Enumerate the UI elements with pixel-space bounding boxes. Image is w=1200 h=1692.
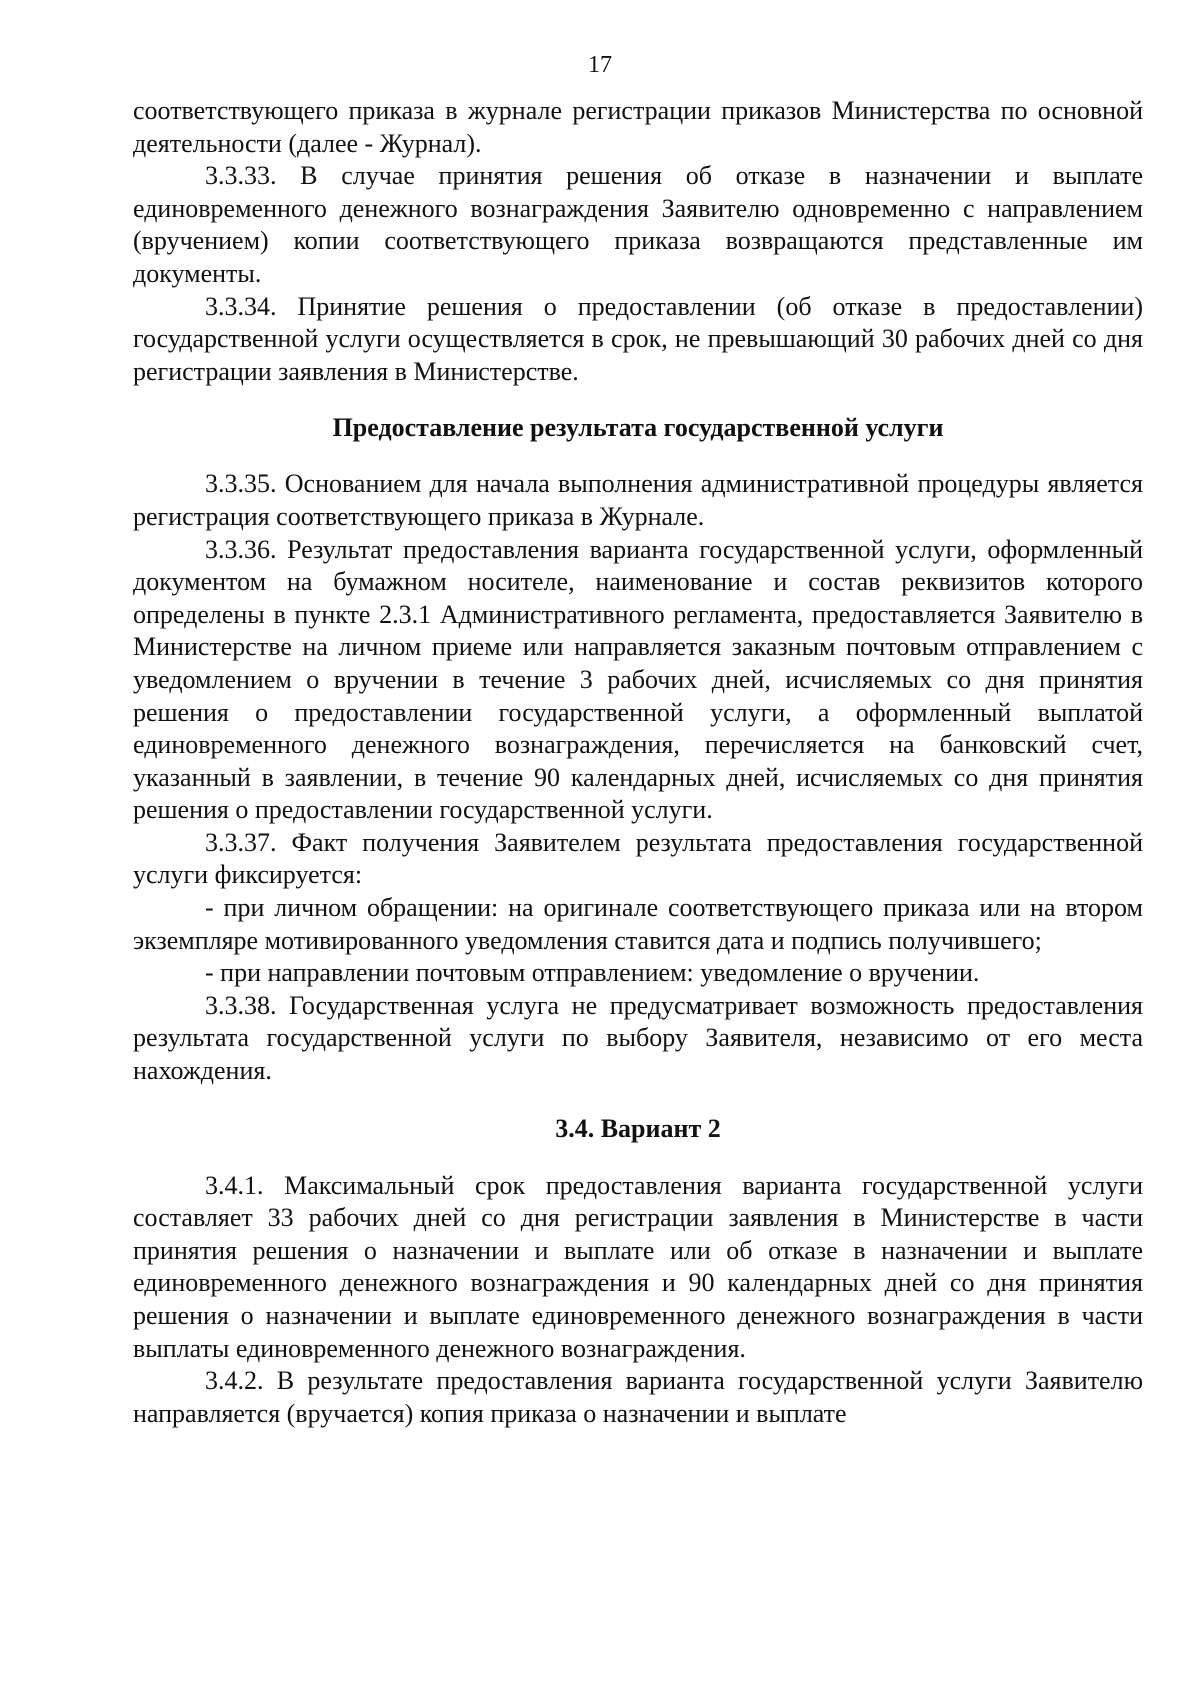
section-heading-variant-2: 3.4. Вариант 2	[555, 1113, 721, 1143]
document-body	[133, 95, 1143, 1430]
paragraph-3-3-33: 3.3.33. В случае принятия решения об отказе в назначении и выплате единовременного денежного вознаграждения Заявителю одновременно с направлением (вручением) копии соответствующего приказа возвращаются представленные им документы.	[133, 161, 1143, 288]
paragraph-3-3-36: 3.3.36. Результат предоставления варианта государственной услуги, оформленный документом на бумажном носителе, наименование и состав реквизитов которого определены в пункте 2.3.1 Административного регламента, предоставляется Заявителю в Министерстве на личном приеме или направляется заказным почтовым отправлением с уведомлением о вручении в течение 3 рабочих дней, исчисляемых со дня принятия решения о предоставлении государственной услуги, а оформленный выплатой единовременного денежного вознаграждения, перечисляется на банковский счет, указанный в заявлении, в течение 90 календарных дней, исчисляемых со дня принятия решения о предоставлении государственной услуги.	[133, 534, 1143, 825]
paragraph-3-3-38: 3.3.38. Государственная услуга не предусматривает возможность предоставления результата государственной услуги по выбору Заявителя, независимо от его места нахождения.	[133, 990, 1143, 1086]
page-number: 17	[588, 52, 612, 78]
list-item-personal: - при личном обращении: на оригинале соответствующего приказа или на втором экземпляре мотивированного уведомления ставится дата и подпись получившего;	[133, 893, 1143, 955]
paragraph-3-4-2: 3.4.2. В результате предоставления варианта государственной услуги Заявителю направляется (вручается) копия приказа о назначении и выплате	[133, 1366, 1143, 1428]
paragraph-3-3-37: 3.3.37. Факт получения Заявителем результата предоставления государственной услуги фиксируется:	[133, 827, 1143, 890]
list-item-postal: - при направлении почтовым отправлением: уведомление о вручении.	[205, 958, 980, 988]
paragraph-3-3-34: 3.3.34. Принятие решения о предоставлении (об отказе в предоставлении) государственной услуги осуществляется в срок, не превышающий 30 рабочих дней со дня регистрации заявления в Министерстве.	[133, 291, 1143, 386]
paragraph-3-4-1: 3.4.1. Максимальный срок предоставления варианта государственной услуги составляет 33 рабочих дней со дня регистрации заявления в Министерстве в части принятия решения о назначении и выплате или об отказе в назначении и выплате единовременного денежного вознаграждения и 90 календарных дней со дня принятия решения о назначении и выплате единовременного денежного вознаграждения в части выплаты единовременного денежного вознаграждения.	[133, 1170, 1143, 1363]
section-heading-result: Предоставление результата государственной услуги	[332, 413, 944, 443]
paragraph-3-3-35: 3.3.35. Основанием для начала выполнения административной процедуры является регистрация соответствующего приказа в Журнале.	[133, 469, 1143, 531]
paragraph: соответствующего приказа в журнале регистрации приказов Министерства по основной деятельности (далее - Журнал).	[133, 96, 1143, 158]
